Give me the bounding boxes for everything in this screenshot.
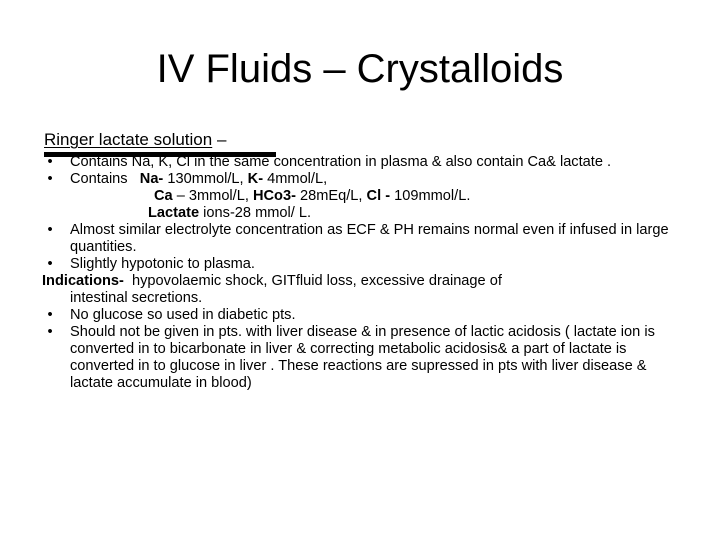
bullet-item-composition bbox=[42, 171, 682, 188]
bullet-text: Slightly hypotonic to plasma. bbox=[70, 256, 255, 272]
na-label: Na- bbox=[139, 171, 164, 187]
bullet-item bbox=[42, 222, 682, 256]
ca-label: Ca bbox=[154, 188, 173, 204]
composition-line-3 bbox=[42, 205, 682, 222]
bullet-icon: • bbox=[47, 256, 53, 272]
bullet-icon: • bbox=[47, 222, 53, 238]
bullet-item bbox=[42, 256, 682, 273]
indications-text: hypovolaemic shock, GITfluid loss, excessive drainage of bbox=[132, 273, 502, 289]
ca-value: – 3mmol/L, bbox=[176, 188, 249, 204]
composition-intro: Contains bbox=[70, 171, 128, 187]
indications-label: Indications- bbox=[42, 273, 124, 289]
hco3-label: HCo3- bbox=[252, 188, 296, 204]
bullet-icon: • bbox=[47, 324, 53, 340]
cl-label: Cl - bbox=[366, 188, 391, 204]
indications-text-cont: intestinal secretions. bbox=[70, 290, 203, 306]
na-value: 130mmol/L, bbox=[167, 171, 244, 187]
section-heading-label: Ringer lactate solution bbox=[44, 130, 213, 149]
k-label: K- bbox=[247, 171, 264, 187]
cl-value: 109mmol/L. bbox=[394, 188, 471, 204]
lactate-value: ions-28 mmol/ L. bbox=[203, 205, 312, 221]
section-heading bbox=[44, 130, 226, 150]
indications-paragraph bbox=[42, 273, 682, 307]
bullet-text: Almost similar electrolyte concentration as ECF & PH remains normal even if infused in large quantities. bbox=[70, 222, 669, 255]
section-heading-dash: – bbox=[216, 130, 227, 149]
composition-line-2 bbox=[42, 188, 682, 205]
slide-title: IV Fluids – Crystalloids bbox=[156, 47, 564, 91]
bullet-icon: • bbox=[47, 307, 53, 323]
bullet-text: Contains Na, K, Cl in the same concentration in plasma & also contain Ca& lactate . bbox=[70, 154, 612, 170]
bullet-icon: • bbox=[47, 154, 53, 170]
bullet-icon: • bbox=[47, 171, 53, 187]
bullet-item bbox=[42, 307, 682, 324]
bullet-item bbox=[42, 154, 682, 171]
lactate-label: Lactate bbox=[148, 205, 200, 221]
k-value: 4mmol/L, bbox=[267, 171, 328, 187]
bullet-text: Should not be given in pts. with liver disease & in presence of lactic acidosis ( lactate ion is converted in to bicarbonate in liver & correcting metabolic acidosis& a part of lactate is converted in to glucose in liver . These reactions are supressed in pts with liver disease & lactate accumulate in blood) bbox=[70, 324, 655, 391]
bullet-text: No glucose so used in diabetic pts. bbox=[70, 307, 296, 323]
bullet-item bbox=[42, 324, 682, 392]
slide-body bbox=[42, 154, 682, 392]
hco3-value: 28mEq/L, bbox=[300, 188, 363, 204]
